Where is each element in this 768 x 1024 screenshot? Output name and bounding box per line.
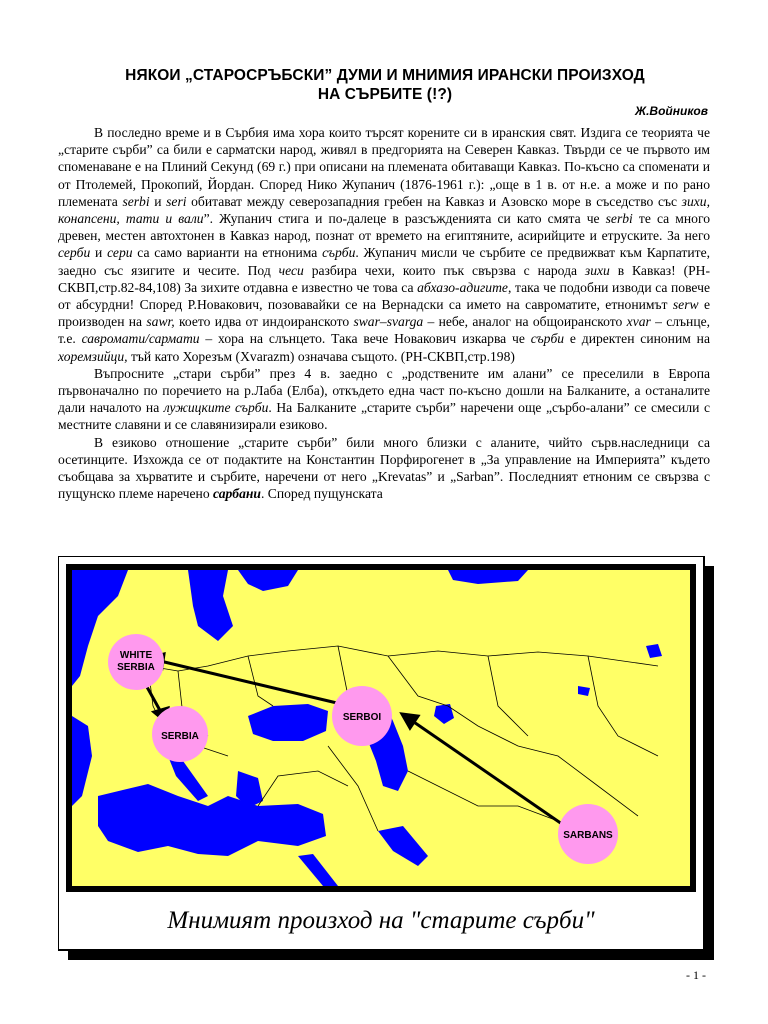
- label-white-serbia: SERBIA: [117, 662, 155, 673]
- p1-run: абхазо-адигите: [417, 279, 508, 295]
- paragraph-2: [58, 365, 710, 434]
- p1-run: е директен синоним на: [564, 331, 710, 347]
- label-serbia: SERBIA: [161, 731, 199, 742]
- p1-run: в Кавказ! (РН-СКВП,стр.82-84,108) За зихите отдавна е известно че това са: [58, 262, 711, 295]
- p1-run: serbi: [122, 193, 150, 209]
- label-serboi: SERBOI: [342, 712, 382, 723]
- p1-run: сери: [107, 245, 133, 261]
- p1-run: swar–svarga: [353, 314, 424, 330]
- p1-run: . Жупанич мисли че сърбите се предвижват към Карпатите, заедно със язигите и чесите. Под: [58, 245, 711, 278]
- p1-run: xvar: [626, 314, 651, 330]
- p1-run: зихи: [584, 262, 610, 278]
- p1-run: тъй като Хорезъм (Xvarazm) означава същото. (РН-СКВП,стр.198): [127, 348, 515, 364]
- p1-run: seri: [166, 193, 187, 209]
- title-line-1: НЯКОИ „СТАРОСРЪБСКИ” ДУМИ И МНИМИЯ ИРАНСКИ ПРОИЗХОД: [125, 67, 645, 84]
- p1-run: савромати/сармати: [81, 331, 200, 347]
- p1-run: serbi: [605, 211, 633, 227]
- p1-run: те са много древен, местен автохтонен в Кавказ народ, познат от времето на египтяните, асирийците и етруските. За него: [58, 211, 710, 244]
- p3-text-b: . Според пущунската: [261, 486, 383, 502]
- p1-run: серби: [58, 245, 91, 261]
- p2-italic: лужицките сърби: [163, 400, 269, 416]
- p1-run: – небе, аналог на общоиранското: [423, 314, 627, 330]
- p1-run: ”. Жупанич стига и по-далеце в разсъжденията си като смята че: [203, 211, 606, 227]
- paragraph-1: [58, 124, 710, 365]
- p2-text-a: Въпросните „стари сърби” през 4 в. заедно с „родствените им алани” се преселили в Европа първоначално по поречието на р.Лаба (Елба), откъдето една част по-късно дошли на Балканите, а останалите дали началото на: [58, 365, 710, 416]
- map-figure: [58, 556, 714, 960]
- p1-run: serw: [672, 297, 699, 313]
- author: Ж.Войников: [634, 104, 708, 118]
- page-number: - 1 -: [686, 968, 706, 982]
- p1-run: разбира чехи, които пък свързва с народа: [303, 262, 585, 278]
- p1-run: В последно време и в Сърбия има хора които търсят корените си в иранския свят. Издига се теорията че „старите сърби” са били е сарматски народ, живял в предгорията на Северен Кавказ. Твърди се че първото им споменаване е на Плиний Секунд (69 г.) при описани на племената обитаващи Кавказ. По-късно са споменати и от Птолемей, Прокопий, Йордан. Според Нико Жупанич (1876-1961 г.): „още в 1 в. от н.е. а може и по рано племената: [58, 125, 710, 209]
- map-area: [72, 570, 690, 886]
- p1-run: сърби: [530, 331, 565, 347]
- p1-run: – хора на слънцето. Така вече Новакович изкарва че: [199, 331, 531, 347]
- p1-run: хоремзийци,: [58, 348, 128, 364]
- p1-run: сърби: [322, 245, 356, 261]
- p1-run: зихи, конапсени, тати и вали: [58, 193, 710, 227]
- title-line-2: НА СЪРБИТЕ (!?): [317, 86, 453, 103]
- body-text: [58, 124, 710, 502]
- p1-run: е производен на: [58, 297, 710, 330]
- label-white: WHITE: [119, 650, 153, 661]
- p1-run: и: [149, 193, 167, 209]
- p1-run: sawr,: [146, 314, 175, 330]
- p1-run: обитават между северозападния гребен на Кавказ и Азовско море в съседство със: [186, 193, 682, 209]
- p1-run: са само варианти на етнонима: [132, 245, 323, 261]
- p1-run: , така че подобни изводи са повече от абсурдни! Според Р.Новакович, позовавайки се на Вернадски са името на савроматите, етнонимът: [58, 279, 710, 313]
- map-caption: Мнимият произход на "старите сърби": [167, 907, 595, 934]
- p3-text-a: В езиково отношение „старите сърби” били много близки с аланите, чийто сърв.наследници са осетинците. Изхожда се от подактите на Константин Порфирогенет в „За управление на Империята” където съобщава за хърватите и сърбите, наречени от него „Krevatas” и „Sarban”. Последният етноним се свързва с пущунско племе наречено: [58, 434, 710, 502]
- paragraph-3: [58, 434, 710, 503]
- document-title: [60, 66, 710, 104]
- p2-text-b: . На Балканите „старите сърби” наречени още „сърбо-алани” се смесили с местните славяни и се славянизирали езиково.: [58, 400, 710, 433]
- p1-run: чеси: [278, 262, 304, 278]
- p1-run: което идва от индоиранското: [174, 314, 354, 330]
- p3-bold-italic: сарбани: [213, 486, 261, 502]
- p1-run: и: [90, 245, 108, 261]
- label-sarbans: SARBANS: [563, 830, 613, 841]
- p1-run: – слънце, т.е.: [58, 314, 711, 347]
